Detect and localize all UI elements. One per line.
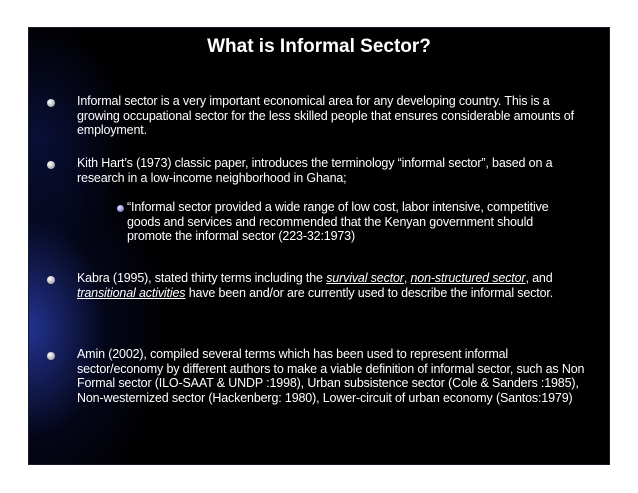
bullet-3-sep1: , <box>403 271 411 285</box>
bullet-3-pre: Kabra (1995), stated thirty terms including the <box>77 271 327 285</box>
bullet-4 <box>47 347 587 405</box>
slide-title: What is Informal Sector? <box>207 36 431 57</box>
slide <box>29 28 609 464</box>
bullet-dot-icon <box>47 99 55 107</box>
bullet-2 <box>47 156 587 185</box>
term-transitional-activities: transitional activities <box>77 285 186 300</box>
bullet-3-sep2: , and <box>525 271 553 285</box>
bullet-1-text: Informal sector is a very important economical area for any developing country. This is a growing occupational sector for the less skilled people that ensures considerable amounts of employment. <box>77 94 574 137</box>
term-non-structured-sector: non-structured sector <box>410 271 526 285</box>
bullet-3-text <box>77 271 587 300</box>
term-survival-sector: survival sector <box>326 271 404 285</box>
bullet-dot-icon <box>47 352 55 360</box>
sub-bullet-1-text: “Informal sector provided a wide range of low cost, labor intensive, competitive goods and services and recommended that the Kenyan government should promote the informal sector (223-32:1973) <box>127 200 549 243</box>
bullet-1 <box>47 94 587 138</box>
bullet-3-post: have been and/or are currently used to describe the informal sector. <box>185 285 554 300</box>
bullet-3 <box>47 271 587 300</box>
bullet-dot-icon <box>47 161 55 169</box>
sub-bullet-1 <box>117 200 577 244</box>
bullet-4-text: Amin (2002), compiled several terms which has been used to represent informal sector/economy by different authors to make a viable definition of informal sector, such as Non Formal sector (ILO-SAAT & UNDP :1998), Urban subsistence sector (Cole & Sanders :1985), Non-westernized sector (Hackenberg: 1980), Lower-circuit of urban economy (Santos:1979) <box>77 347 585 405</box>
sub-bullet-dot-icon <box>117 205 124 212</box>
bullet-dot-icon <box>47 276 55 284</box>
bullet-2-text: Kith Hart’s (1973) classic paper, introduces the terminology “informal sector”, based on a research in a low-income neighborhood in Ghana; <box>77 156 553 185</box>
